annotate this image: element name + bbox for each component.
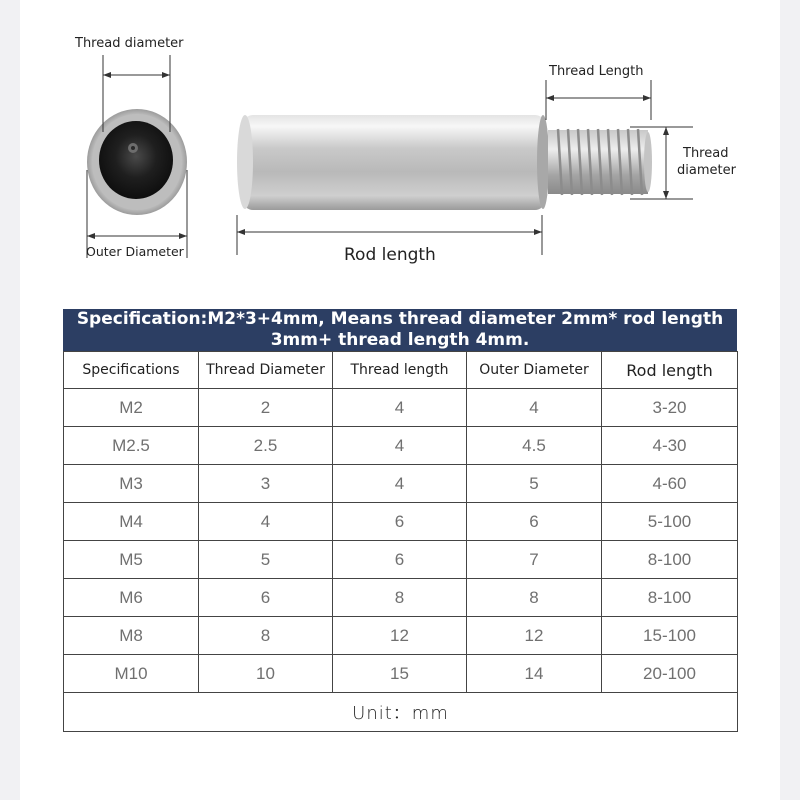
cell-thread-length: 4	[333, 465, 467, 503]
table-header-row	[64, 352, 738, 389]
cell-outer-diameter: 8	[467, 579, 602, 617]
cell-thread-diameter: 4	[199, 503, 333, 541]
cell-thread-length: 15	[333, 655, 467, 693]
thread-diameter-label: Thread diameter	[75, 36, 184, 51]
cell-thread-length: 12	[333, 617, 467, 655]
banner-line-2: 3mm+ thread length 4mm.	[270, 330, 530, 350]
rod-body	[237, 115, 549, 210]
thread-diameter-right-label-2: diameter	[677, 163, 736, 178]
cell-spec: M10	[64, 655, 199, 693]
specification-table	[63, 351, 738, 732]
cell-spec: M2.5	[64, 427, 199, 465]
standoff-diagram	[0, 0, 800, 300]
cell-thread-length: 4	[333, 427, 467, 465]
cell-rod-length: 4-30	[602, 427, 738, 465]
cell-spec: M8	[64, 617, 199, 655]
table-row	[64, 465, 738, 503]
thread-diameter-right-label-1: Thread	[683, 146, 729, 161]
table-row	[64, 579, 738, 617]
table-row	[64, 617, 738, 655]
cell-spec: M6	[64, 579, 199, 617]
cell-thread-diameter: 3	[199, 465, 333, 503]
cell-outer-diameter: 4	[467, 389, 602, 427]
unit-label: Unit：mm	[64, 693, 738, 732]
rod-length-label: Rod length	[344, 245, 436, 265]
cell-thread-diameter: 6	[199, 579, 333, 617]
cell-outer-diameter: 12	[467, 617, 602, 655]
table-row	[64, 655, 738, 693]
table-row	[64, 427, 738, 465]
banner-line-1: Specification:M2*3+4mm, Means thread diameter 2mm* rod length	[76, 309, 724, 329]
cell-rod-length: 5-100	[602, 503, 738, 541]
cell-thread-length: 6	[333, 503, 467, 541]
cell-outer-diameter: 14	[467, 655, 602, 693]
header-specifications: Specifications	[64, 352, 199, 389]
cell-rod-length: 15-100	[602, 617, 738, 655]
cell-spec: M5	[64, 541, 199, 579]
cell-thread-diameter: 2.5	[199, 427, 333, 465]
cell-spec: M2	[64, 389, 199, 427]
cell-outer-diameter: 5	[467, 465, 602, 503]
end-view	[87, 109, 187, 215]
threaded-stud	[548, 129, 652, 195]
thread-length-label: Thread Length	[549, 64, 644, 79]
cell-rod-length: 4-60	[602, 465, 738, 503]
cell-thread-diameter: 10	[199, 655, 333, 693]
cell-spec: M4	[64, 503, 199, 541]
header-outer-diameter: Outer Diameter	[467, 352, 602, 389]
cell-outer-diameter: 6	[467, 503, 602, 541]
specification-banner	[63, 309, 737, 351]
cell-spec: M3	[64, 465, 199, 503]
thread-length-dimension	[546, 80, 651, 120]
header-thread-length: Thread length	[333, 352, 467, 389]
cell-thread-diameter: 5	[199, 541, 333, 579]
cell-rod-length: 20-100	[602, 655, 738, 693]
cell-rod-length: 3-20	[602, 389, 738, 427]
table-row	[64, 389, 738, 427]
outer-diameter-label: Outer Diameter	[86, 244, 184, 259]
table-row	[64, 503, 738, 541]
cell-thread-length: 8	[333, 579, 467, 617]
cell-thread-diameter: 8	[199, 617, 333, 655]
table-row	[64, 541, 738, 579]
cell-thread-length: 4	[333, 389, 467, 427]
cell-outer-diameter: 4.5	[467, 427, 602, 465]
header-thread-diameter: Thread Diameter	[199, 352, 333, 389]
cell-outer-diameter: 7	[467, 541, 602, 579]
header-rod-length: Rod length	[602, 352, 738, 389]
unit-row	[64, 693, 738, 732]
cell-thread-length: 6	[333, 541, 467, 579]
cell-rod-length: 8-100	[602, 541, 738, 579]
cell-rod-length: 8-100	[602, 579, 738, 617]
cell-thread-diameter: 2	[199, 389, 333, 427]
